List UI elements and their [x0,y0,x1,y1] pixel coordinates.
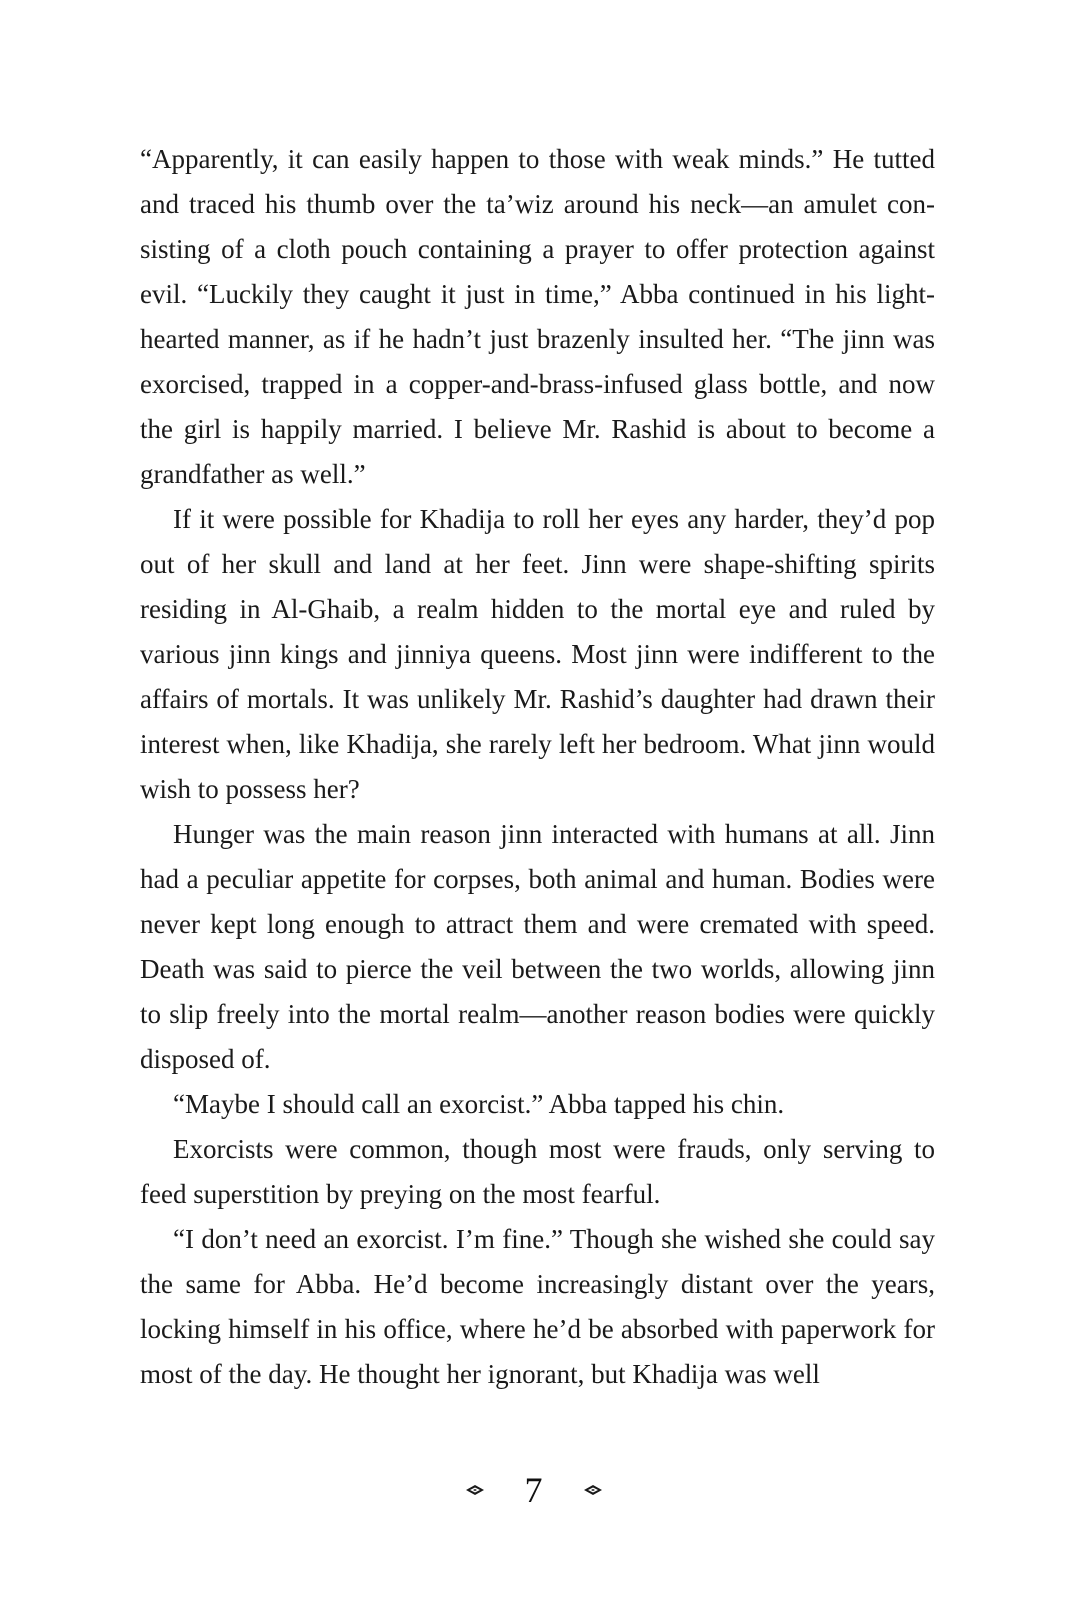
paragraph-5: Exorcists were common, though most were frauds, only serving to feed superstition by preying on the most fearful. [140,1134,935,1209]
page-number: 7 [524,1470,543,1510]
paragraph-4: “Maybe I should call an exorcist.” Abba tapped his chin. [173,1089,785,1119]
page-footer [0,1465,1067,1515]
paragraph-6: “I don’t need an exorcist. I’m fine.” Though she wished she could say the same for Abba. He’d become increasingly distant over the years, locking himself in his office, where he’d be absorbed with paperwork for most of the day. He thought her ignorant, but Khadija was well [140,1224,935,1389]
body-text [140,137,935,1397]
paragraph-3: Hunger was the main reason jinn interacted with humans at all. Jinn had a peculiar appetite for corpses, both animal and human. Bodies were never kept long enough to attract them and were cremated with speed. Death was said to pierce the veil between the two worlds, allowing jinn to slip freely into the mortal realm—another reason bodies were quickly disposed of. [140,819,935,1074]
paragraph-2: If it were possible for Khadija to roll her eyes any harder, they’d pop out of her skull and land at her feet. Jinn were shape-shifting spirits residing in Al-Ghaib, a realm hidden to the mortal eye and ruled by various jinn kings and jinniya queens. Most jinn were indifferent to the affairs of mortals. It was unlikely Mr. Rashid’s daughter had drawn their interest when, like Khadija, she rarely left her bedroom. What jinn would wish to possess her? [140,504,935,804]
paragraph-1: “Apparently, it can easily happen to those with weak minds.” He tutted and traced his thumb over the ta’wiz around his neck—an amulet consisting of a cloth pouch containing a prayer to offer protection against evil. “Luckily they caught it just in time,” Abba continued in his lighthearted manner, as if he hadn’t just brazenly insulted her. “The jinn was exorcised, trapped in a copper-and-brass-infused glass bottle, and now the girl is happily married. I believe Mr. Rashid is about to become a grandfather as well.” [140,144,935,489]
diamond-ornament-icon [583,1484,603,1496]
diamond-ornament-icon [465,1484,485,1496]
